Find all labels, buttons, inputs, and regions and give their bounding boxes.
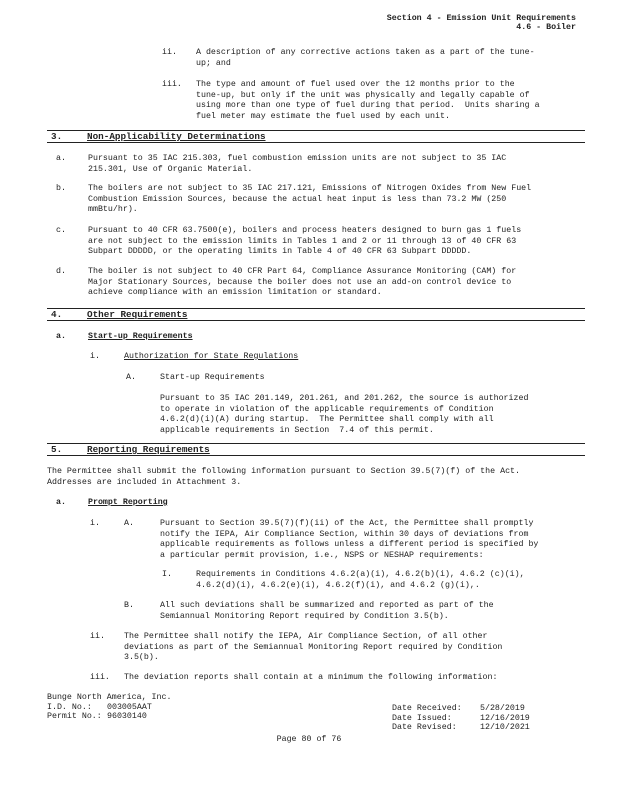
page-number: Page 80 of 76 (276, 735, 342, 744)
section-4-title: Other Requirements (87, 309, 188, 320)
footer-issued-label: Date Issued: (392, 713, 452, 723)
section-4-heading (47, 308, 585, 321)
reporting-ii-text: The Permittee shall notify the IEPA, Air Compliance Section, of all other deviations as part of the Semiannual Monitoring Report required by Condition 3.5(b). (124, 632, 503, 662)
other-A-label: A. (126, 373, 136, 382)
section-5-heading (47, 443, 585, 456)
section-5-title: Reporting Requirements (87, 444, 210, 455)
nonapp-d-label: d. (56, 267, 66, 276)
reporting-iii-label: iii. (90, 673, 110, 682)
reporting-iA-text: Pursuant to Section 39.5(7)(f)(ii) of the Act, the Permittee shall promptly notify the IEPA, Air Compliance Section, within 30 days of deviations from applicable requirements as follows unless a different period is specified by a particular permit provision, i.e., NSPS or NESHAP requirements: (160, 519, 539, 560)
footer-company: Bunge North America, Inc. (47, 693, 172, 702)
tuneup-item-iii-label: iii. (162, 80, 182, 89)
tuneup-item-iii-text: The type and amount of fuel used over the 12 months prior to the tune-up, but only if the unit was physically and legally capable of using more than one type of fuel during that period. Units sharing a fuel meter may estimate the fuel used by each unit. (196, 80, 540, 121)
header-subsection-title: 4.6 - Boiler (516, 23, 576, 32)
section-5-number: 5. (51, 444, 63, 455)
footer-id-value: 003005AAT (107, 702, 152, 712)
footer-revised-value: 12/10/2021 (480, 723, 530, 733)
section-3-title: Non-Applicability Determinations (87, 131, 266, 142)
nonapp-a-label: a. (56, 154, 66, 163)
footer-issued-value: 12/16/2019 (480, 713, 530, 723)
nonapp-a-text: Pursuant to 35 IAC 215.303, fuel combustion emission units are not subject to 35 IAC 215.301, Use of Organic Material. (88, 154, 507, 174)
nonapp-b-text: The boilers are not subject to 35 IAC 217.121, Emissions of Nitrogen Oxides from New Fuel Combustion Emission Sources, because the actual heat input is less than 73.2 MW (250 mmBtu/hr). (88, 184, 532, 214)
reporting-a-title: Prompt Reporting (88, 498, 168, 507)
reporting-a-label: a. (56, 498, 66, 507)
reporting-ii-label: ii. (90, 632, 105, 641)
startup-authorization-text: Pursuant to 35 IAC 201.149, 201.261, and 201.262, the source is authorized to operate in violation of the applicable requirements of Condition 4.6.2(d)(i)(A) during startup. The Permittee shall comply with all applicable requirements in Section 7.4 of this permit. (160, 394, 529, 435)
other-a-label: a. (56, 332, 66, 341)
footer-received-row (392, 704, 530, 714)
footer-revised-label: Date Revised: (392, 723, 457, 733)
section-3-heading (47, 130, 585, 143)
reporting-iA-label: A. (124, 519, 134, 528)
header-section-title: Section 4 - Emission Unit Requirements (386, 14, 576, 23)
footer-revised-row (392, 723, 530, 733)
section-4-number: 4. (51, 309, 63, 320)
footer-received-label: Date Received: (392, 704, 462, 713)
other-i-title: Authorization for State Regulations (124, 352, 299, 361)
reporting-I-text: Requirements in Conditions 4.6.2(a)(i), 4.6.2(b)(i), 4.6.2 (c)(i), 4.6.2(d)(i), 4.6.2(e)(i), 4.6.2(f)(i), and 4.6.2 (g)(i),. (196, 570, 525, 590)
section-3-number: 3. (51, 131, 63, 142)
reporting-B-label: B. (124, 601, 134, 610)
footer-permit-label: Permit No.: (47, 712, 102, 722)
other-a-title: Start-up Requirements (88, 332, 193, 341)
nonapp-d-text: The boiler is not subject to 40 CFR Part 64, Compliance Assurance Monitoring (CAM) for Major Stationary Sources, because the boiler does not use an add-on control device to achieve compliance with an emission limitation or standard. (88, 267, 517, 297)
reporting-B-text: All such deviations shall be summarized and reported as part of the Semiannual Monitoring Report required by Condition 3.5(b). (160, 601, 494, 621)
reporting-I-label: I. (162, 570, 172, 579)
tuneup-item-ii-text: A description of any corrective actions taken as a part of the tune- up; and (196, 48, 535, 68)
footer-left (47, 693, 171, 722)
footer-permit-value: 96030140 (107, 712, 147, 722)
nonapp-c-text: Pursuant to 40 CFR 63.7500(e), boilers and process heaters designed to burn gas 1 fuels are not subject to the emission limits in Tables 1 and 2 or 11 through 13 of 40 CFR 63 Subpart DDDDD, or the operating limits in Table 4 of 40 CFR 63 Subpart DDDDD. (88, 226, 522, 256)
footer-issued-row (392, 714, 530, 724)
reporting-intro: The Permittee shall submit the following information pursuant to Section 39.5(7)(f) of the Act. Addresses are included in Attachment 3. (47, 467, 520, 487)
footer-permit-row (47, 712, 171, 722)
nonapp-c-label: c. (56, 226, 66, 235)
footer-id-label: I.D. No.: (47, 702, 92, 712)
tuneup-item-ii-label: ii. (162, 48, 177, 57)
footer-right (392, 704, 530, 733)
running-header (387, 14, 576, 32)
footer-received-value: 5/28/2019 (480, 704, 525, 713)
other-A-title: Start-up Requirements (160, 373, 265, 382)
reporting-iii-text: The deviation reports shall contain at a minimum the following information: (124, 673, 498, 682)
other-i-label: i. (90, 352, 100, 361)
footer-id-row (47, 703, 171, 713)
nonapp-b-label: b. (56, 184, 66, 193)
reporting-i-label: i. (90, 519, 100, 528)
